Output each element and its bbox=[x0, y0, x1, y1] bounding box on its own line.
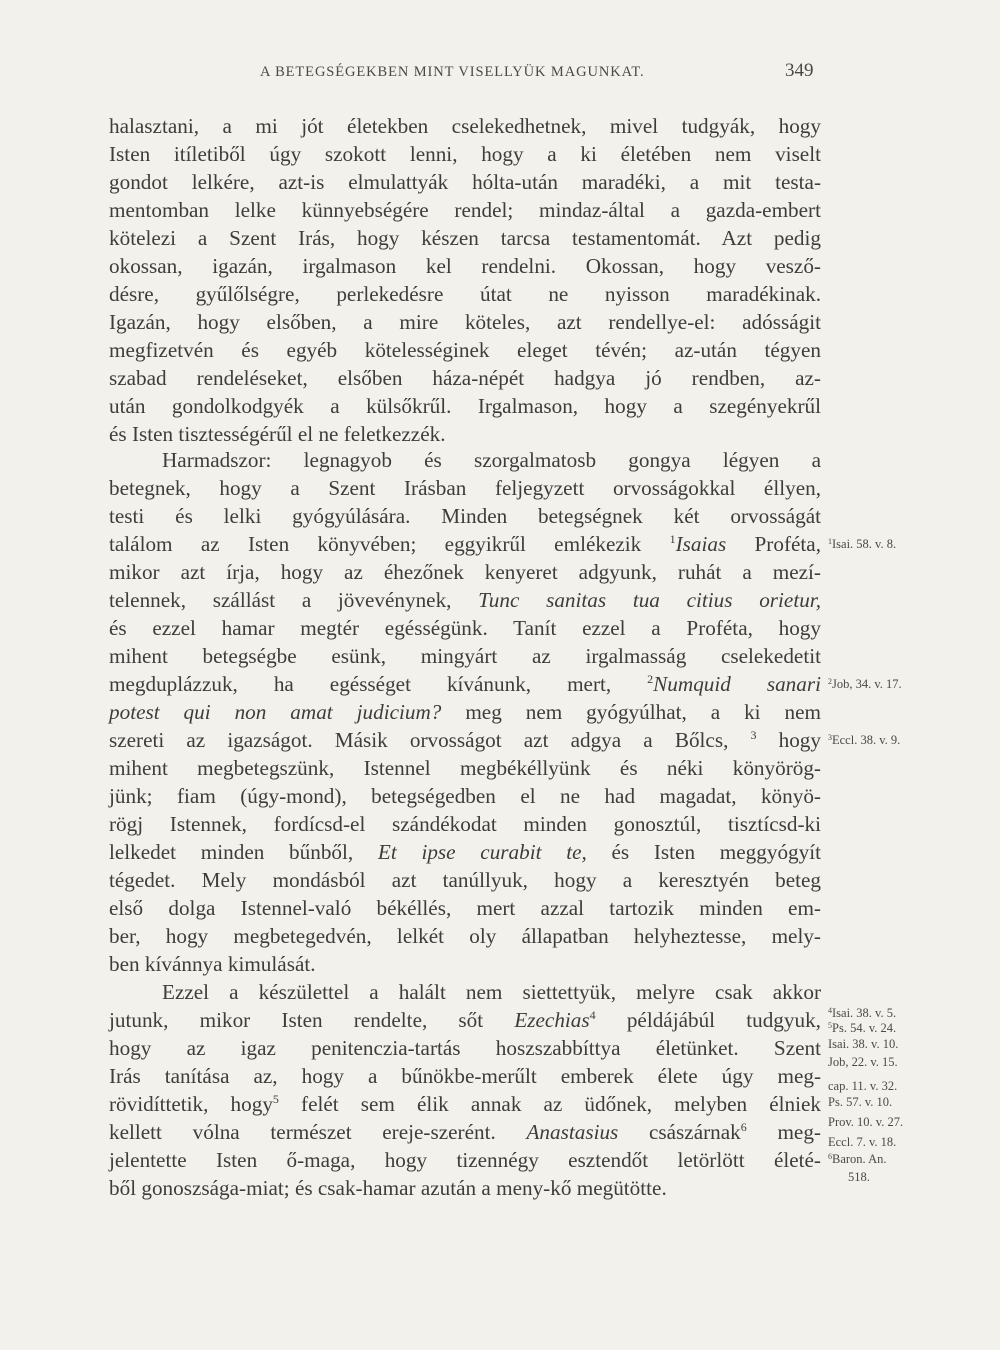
text-line: désre, gyűlőlségre, perlekedésre útat ne nyisson maradékinak. bbox=[109, 282, 821, 306]
text-fragment: meg- bbox=[746, 1120, 821, 1144]
text-fragment: kellett vólna természet ereje-szerént. bbox=[109, 1120, 527, 1144]
marginal-note bbox=[828, 1095, 948, 1109]
text-line bbox=[109, 698, 821, 726]
text-fragment: Isai. 38. v. 10. bbox=[828, 1037, 899, 1051]
marginal-note bbox=[828, 1037, 948, 1051]
text-line: mihent megbetegszünk, Istennel megbékéllyünk és néki könyörög- bbox=[109, 756, 821, 780]
text-fragment: Tunc sanitas tua citius orietur, bbox=[478, 588, 821, 612]
text-line: mihent betegségbe esünk, mingyárt az irgalmasság cselekedetit bbox=[109, 644, 821, 668]
text-line: ből gonoszsága-miat; és csak-hamar azután a meny-kő megütötte. bbox=[109, 1176, 667, 1200]
text-line: testi és lelki gyógyúlására. Minden betegségnek két orvosságát bbox=[109, 504, 821, 528]
text-fragment: császárnak bbox=[618, 1120, 741, 1144]
text-line: és Isten tisztességérűl el ne feletkezzék. bbox=[109, 422, 446, 446]
text-fragment: lelkedet minden bűnből, bbox=[109, 840, 378, 864]
marginal-note bbox=[828, 1079, 948, 1093]
text-line: mikor azt írja, hogy az éhezőnek kenyeret adgyunk, ruhát a mezí- bbox=[109, 560, 821, 584]
text-line: jünk; fiam (úgy-mond), betegségedben el ne had magadat, könyö- bbox=[109, 784, 821, 808]
text-fragment: Proféta, bbox=[726, 532, 821, 556]
text-line: tégedet. Mely mondásból azt tanúllyuk, hogy a keresztyén beteg bbox=[109, 868, 821, 892]
text-line: Harmadszor: legnagyob és szorgalmatosb gongya légyen a bbox=[162, 448, 821, 472]
text-line bbox=[109, 530, 821, 558]
text-line bbox=[109, 1090, 821, 1118]
text-fragment: telennek, szállást a jövevénynek, bbox=[109, 588, 479, 612]
text-fragment: példájábúl tudgyuk, bbox=[595, 1008, 821, 1032]
text-fragment: 518. bbox=[848, 1170, 870, 1184]
text-line: rögj Istennek, fordícsd-el szándékodat minden gonosztúl, tisztícsd-ki bbox=[109, 812, 821, 836]
text-line: kötelezi a Szent Irás, hogy készen tarcsa testamentomát. Azt pedig bbox=[109, 226, 821, 250]
text-fragment: meg nem gyógyúlhat, a ki nem bbox=[441, 700, 821, 724]
text-fragment: Et ipse curabit te, bbox=[377, 840, 587, 864]
text-fragment: 5 bbox=[828, 1021, 832, 1030]
text-fragment: Baron. An. bbox=[832, 1152, 887, 1166]
text-fragment: és Isten meggyógyít bbox=[586, 840, 821, 864]
text-line: okossan, igazán, irgalmason kel rendelni. Okossan, hogy vesző- bbox=[109, 254, 821, 278]
text-fragment: Isai. 38. v. 5. bbox=[832, 1006, 897, 1020]
text-line: szabad rendeléseket, elsőben háza-népét hadgya jó rendben, az- bbox=[109, 366, 821, 390]
text-fragment: 3 bbox=[828, 733, 832, 742]
text-fragment: Prov. 10. v. 27. bbox=[828, 1115, 904, 1129]
text-fragment: Ps. 54. v. 24. bbox=[832, 1021, 897, 1035]
marginal-note bbox=[828, 1135, 948, 1149]
text-fragment: megduplázzuk, ha egésséget kívánunk, mert, bbox=[109, 672, 648, 696]
text-fragment: jutunk, mikor Isten rendelte, sőt bbox=[109, 1008, 515, 1032]
footnote-mark: 2 bbox=[647, 672, 654, 686]
marginal-note bbox=[828, 1021, 948, 1035]
text-fragment: szereti az igazságot. Másik orvosságot azt adgya a Bőlcs, bbox=[109, 728, 751, 752]
text-line: Igazán, hogy elsőben, a mire köteles, azt rendellye-el: adósságit bbox=[109, 310, 821, 334]
text-fragment: 6 bbox=[828, 1152, 832, 1161]
text-fragment: Job, 22. v. 15. bbox=[828, 1055, 898, 1069]
running-header: A BETEGSÉGEKBEN MINT VISELLYÜK MAGUNKAT. bbox=[260, 64, 645, 80]
text-line bbox=[109, 670, 821, 698]
text-fragment: Anastasius bbox=[526, 1120, 619, 1144]
text-line: Ezzel a készülettel a halált nem siettettyük, melyre csak akkor bbox=[162, 980, 821, 1004]
text-fragment: 1 bbox=[828, 537, 832, 546]
text-fragment: felét sem élik annak az üdőnek, melyben élniek bbox=[278, 1092, 821, 1116]
marginal-note bbox=[828, 1055, 948, 1069]
marginal-note bbox=[828, 1152, 948, 1166]
text-line: ber, hogy megbetegedvén, lelkét oly állapatban helyheztesse, mely- bbox=[109, 924, 821, 948]
text-fragment: Isaias bbox=[675, 532, 727, 556]
text-fragment: cap. 11. v. 32. bbox=[828, 1079, 898, 1093]
text-fragment: rövidíttetik, hogy bbox=[109, 1092, 273, 1116]
text-fragment: Eccl. 7. v. 18. bbox=[828, 1135, 897, 1149]
text-line: megfizetvén és egyéb kötelességinek eleget tévén; az-után tégyen bbox=[109, 338, 821, 362]
footnote-mark: 5 bbox=[272, 1092, 279, 1106]
text-fragment: Ezechias bbox=[514, 1008, 590, 1032]
text-fragment: 2 bbox=[828, 677, 832, 686]
text-line: és ezzel hamar megtér egésségünk. Tanít ezzel a Proféta, hogy bbox=[109, 616, 821, 640]
footnote-mark: 6 bbox=[740, 1120, 747, 1134]
text-line: Isten itíletiből úgy szokott lenni, hogy a ki életében nem viselt bbox=[109, 142, 821, 166]
text-fragment: Ps. 57. v. 10. bbox=[828, 1095, 893, 1109]
footnote-mark: 3 bbox=[750, 728, 757, 742]
marginal-note bbox=[828, 677, 948, 691]
text-fragment: Job, 34. v. 17. bbox=[832, 677, 902, 691]
text-line: jelentette Isten ő-maga, hogy tizennégy esztendőt letörlött életé- bbox=[109, 1148, 821, 1172]
text-line bbox=[109, 838, 821, 866]
marginal-note bbox=[828, 537, 948, 551]
text-line bbox=[109, 586, 821, 614]
footnote-mark: 1 bbox=[669, 532, 676, 546]
marginal-note bbox=[828, 733, 948, 747]
text-line: gondot lelkére, azt-is elmulattyák hólta-után maradéki, a mit testa- bbox=[109, 170, 821, 194]
text-fragment: találom az Isten könyvében; eggyikrűl emlékezik bbox=[109, 532, 670, 556]
marginal-note bbox=[848, 1170, 968, 1184]
page-number: 349 bbox=[785, 60, 814, 81]
text-line: hogy az igaz penitenczia-tartás hoszszabbíttya életünket. Szent bbox=[109, 1036, 821, 1060]
text-fragment: hogy bbox=[756, 728, 821, 752]
text-line bbox=[109, 1118, 821, 1146]
text-line: után gondolkodgyék a külsőkrűl. Irgalmason, hogy a szegényekrűl bbox=[109, 394, 821, 418]
text-fragment: Eccl. 38. v. 9. bbox=[832, 733, 901, 747]
text-line: első dolga Istennel-való békéllés, mert azzal tartozik minden em- bbox=[109, 896, 821, 920]
text-line: mentomban lelke künnyebségére rendel; mindaz-által a gazda-embert bbox=[109, 198, 821, 222]
marginal-note bbox=[828, 1006, 948, 1020]
text-line bbox=[109, 1006, 821, 1034]
text-fragment: Isai. 58. v. 8. bbox=[832, 537, 897, 551]
text-fragment: Numquid sanari bbox=[653, 672, 821, 696]
marginal-note bbox=[828, 1115, 948, 1129]
text-line: Irás tanítása az, hogy a bűnökbe-merűlt emberek élete úgy meg- bbox=[109, 1064, 821, 1088]
text-line: halasztani, a mi jót életekben cselekedhetnek, mivel tudgyák, hogy bbox=[109, 114, 821, 138]
text-line: betegnek, hogy a Szent Irásban feljegyzett orvosságokkal éllyen, bbox=[109, 476, 821, 500]
text-line bbox=[109, 726, 821, 754]
text-line: ben kívánnya kimulását. bbox=[109, 952, 316, 976]
text-fragment: 4 bbox=[828, 1006, 832, 1015]
footnote-mark: 4 bbox=[589, 1008, 596, 1022]
text-fragment: potest qui non amat judicium? bbox=[109, 700, 442, 724]
